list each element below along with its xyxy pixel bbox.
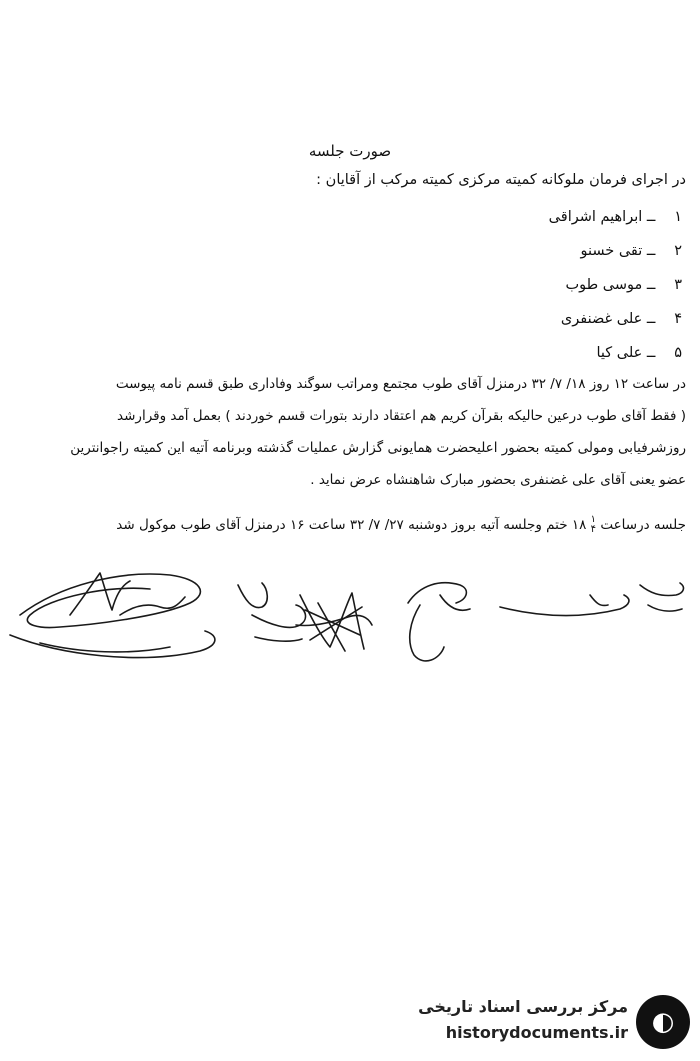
member-number: ۱ [674,209,682,225]
member-number: ۲ [674,243,682,259]
signature-kia [238,583,306,641]
member-number: ۳ [674,277,682,293]
paragraph-line: ( فقط آقای طوب درعین حالیکه بقرآن کریم هم اعتقاد دارند بتورات قسم خوردند ) بعمل آمد وقرارشد [117,408,686,424]
signature-block [0,555,700,695]
list-item [382,205,682,239]
paragraph-line: در ساعت ۱۲ روز ۱۸/ ۷/ ۳۲ درمنزل آقای طوب مجتمع ومراتب سوگند وفاداری طبق قسم نامه پیوست [115,376,686,392]
signature-ghazanfari [500,583,683,616]
member-name: ــ علی کیا [596,345,656,361]
list-item [382,307,682,341]
website-address: historydocuments.ir [445,1023,628,1042]
closing-text-start: جلسه درساعت [600,517,686,533]
member-name: ــ موسی طوب [565,277,656,293]
signature-eshraghi [10,573,215,658]
closing-text-end: ۱۸ ختم وجلسه آتیه بروز دوشنبه ۲۷/ ۷/ ۳۲ ساعت ۱۶ درمنزل آقای طوب موکول شد [116,517,587,533]
paragraph-line: عضو یعنی آقای علی غضنفری بحضور مبارک شاهنشاه عرض نماید . [310,472,686,488]
list-item [382,273,682,307]
signature-toub [296,593,372,651]
member-number: ۴ [674,311,682,327]
intro-line: در اجرای فرمان ملوکانه کمیته مرکزی کمیته مرکب از آقایان : [316,172,686,188]
list-item [382,239,682,273]
signatures-image [0,555,700,695]
closing-fraction [591,515,596,535]
fraction-numerator: ۱ [590,514,597,525]
member-name: ــ تقی خسنو [580,243,656,259]
member-list [382,205,682,375]
document-emblem-icon: ◐ [636,995,690,1049]
closing-line [14,509,686,541]
archive-watermark [390,993,690,1053]
minutes-paragraph [14,368,686,496]
signature-khosro [408,583,470,661]
member-number: ۵ [674,345,682,361]
member-name: ــ علی غضنفری [560,311,656,327]
closing-paragraph [14,509,686,541]
fraction-denominator: ۴ [590,524,597,535]
member-name: ــ ابراهیم اشراقی [548,209,656,225]
paragraph-line: روزشرفیابی ومولی کمیته بحضور اعلیحضرت همایونی گزارش عملیات گذشته وبرنامه آتیه این کمیته راجوانترین [70,440,686,456]
document-title: صورت جلسه [308,142,392,160]
organization-name: مرکز بررسی اسناد تاریخی [418,997,628,1016]
